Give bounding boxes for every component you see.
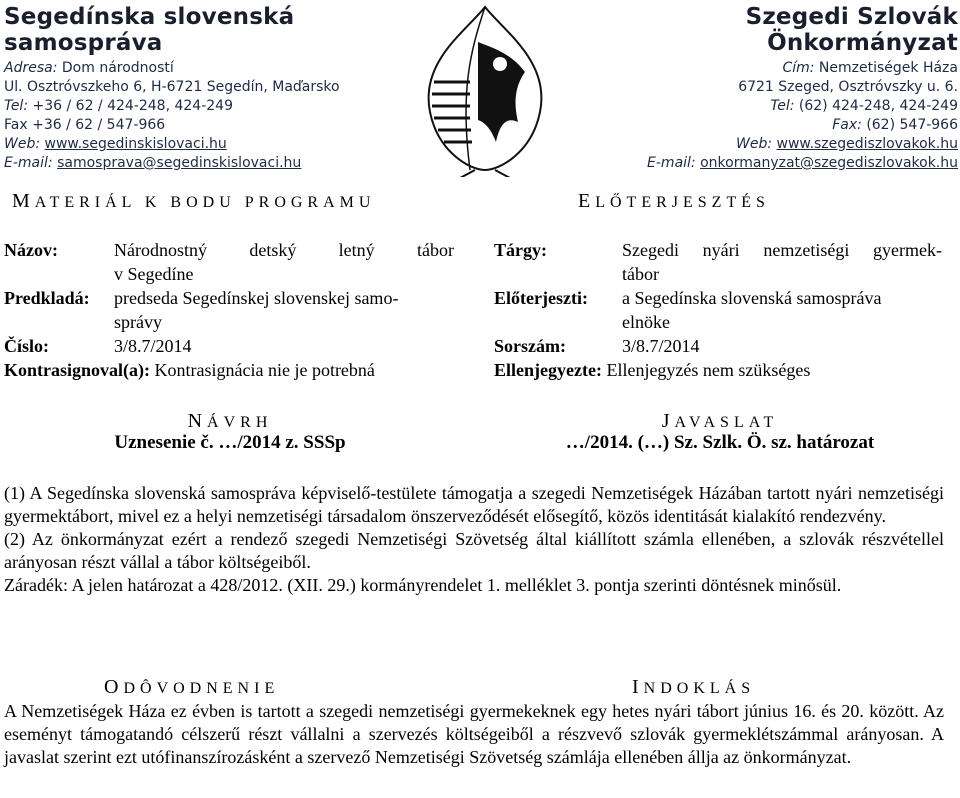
email-link-hu[interactable]: onkormanyzat@szegediszlovakok.hu xyxy=(700,155,958,171)
logo-emblem xyxy=(400,2,570,177)
subject-line1-sk: Národnostný detský letný tábor xyxy=(114,240,454,260)
submitter-line2-sk: správy xyxy=(114,312,162,332)
submitter-label-sk: Predkladá: xyxy=(4,288,90,308)
material-heading-first: M xyxy=(12,190,35,212)
web-link-hu[interactable]: www.szegediszlovakok.hu xyxy=(776,136,958,152)
linden-leaf-icon xyxy=(400,2,570,177)
paragraph-1: (1) A Segedínska slovenská samospráva képviselő-testülete támogatja a szegedi Nemzetiségek Házában tartott nyári nemzetiségi gyermektábort, mivel ez a helyi nemzetiségi társadalom önszerveződését elősegítő, közös identitását kialakító rendezvény. xyxy=(4,483,944,526)
justification-text: A Nemzetiségek Háza ez évben is tartott a szegedi nemzetiségi gyermekeknek egy hetes nyári tábort június 16. és 20. között. Az eseményt támogatandó célszerű részt vállalni a szervezés költségeiből a részvevő szlovák gyermeklétszámmal arányosan. A javaslat szerint ezt utófinanszírozásként a szervező Nemzetiségi Szövetség számlája ellenében állja az önkormányzat. xyxy=(4,701,944,767)
submitter-line1-sk: predseda Segedínskej slovenskej samo- xyxy=(114,288,399,308)
email-link[interactable]: samosprava@segedinskislovaci.hu xyxy=(57,155,302,171)
cosign-value-hu: Ellenjegyzés nem szükséges xyxy=(606,360,811,380)
indoklas-heading-rest: NDOKLÁS xyxy=(643,680,756,697)
resolution-sk: Uznesenie č. …/2014 z. SSSp xyxy=(114,432,346,453)
left-meta xyxy=(4,238,456,382)
fax-label-hu: Fax: xyxy=(832,117,862,133)
cosign-label-hu: Ellenjegyezte: xyxy=(494,360,602,380)
tel-value-hu: (62) 424-248, 424-249 xyxy=(798,98,958,114)
subject-line2-sk: v Segedíne xyxy=(114,264,194,284)
fax-line: Fax +36 / 62 / 547-966 xyxy=(4,117,166,133)
right-meta xyxy=(494,238,950,382)
submitter-label-hu: Előterjeszti: xyxy=(494,288,588,308)
header-left xyxy=(4,4,424,173)
number-label-sk: Číslo: xyxy=(4,336,49,356)
cosign-value-sk: Kontrasignácia nie je potrebná xyxy=(154,360,375,380)
number-value-sk: 3/8.7/2014 xyxy=(114,336,192,356)
odovodnenie-heading-rest: DÔVODNENIE xyxy=(123,680,280,697)
email-label-hu: E-mail: xyxy=(647,155,696,171)
eloterjesztes-heading xyxy=(578,190,770,213)
navrh-heading-rest: ÁVRH xyxy=(207,414,273,431)
javaslat-heading-rest: AVASLAT xyxy=(674,414,779,431)
fax-value-hu: (62) 547-966 xyxy=(866,117,958,133)
odovodnenie-heading xyxy=(104,676,279,699)
address-label-hu: Cím: xyxy=(782,60,815,76)
street-line-hu: 6721 Szeged, Osztróvszky u. 6. xyxy=(738,79,958,95)
subject-line1-hu: Szegedi nyári nemzetiségi gyermek- xyxy=(622,240,942,260)
address-value-hu: Nemzetiségek Háza xyxy=(818,60,958,76)
tel-value: +36 / 62 / 424-248, 424-249 xyxy=(32,98,233,114)
submitter-line2-hu: elnöke xyxy=(622,312,670,332)
eloterjesztes-heading-first: E xyxy=(578,190,596,212)
address-label: Adresa: xyxy=(4,60,58,76)
web-label-hu: Web: xyxy=(735,136,773,152)
org-title-hu: Szegedi Szlovák Önkormányzat xyxy=(745,4,958,56)
material-heading-rest: ATERIÁL K BODU PROGRAMU xyxy=(34,194,376,211)
submitter-line1-hu: a Segedínska slovenská samospráva xyxy=(622,288,882,308)
number-value-hu: 3/8.7/2014 xyxy=(622,336,700,356)
paragraph-2: (2) Az önkormányzat ezért a rendező szegedi Nemzetiségi Szövetség által kiállított számla ellenében, a szlovák részvétellel arányosan részt vállal a tábor költségeiből. xyxy=(4,529,944,572)
subject-label-sk: Názov: xyxy=(4,240,58,260)
indoklas-heading xyxy=(632,676,755,699)
address-value: Dom národností xyxy=(61,60,174,76)
eloterjesztes-heading-rest: LŐTERJESZTÉS xyxy=(595,194,770,211)
resolution-body xyxy=(4,482,944,597)
header-right xyxy=(558,4,958,173)
tel-label-hu: Tel: xyxy=(770,98,795,114)
indoklas-heading-first: I xyxy=(632,676,644,698)
resolution-hu: …/2014. (…) Sz. Szlk. Ö. sz. határozat xyxy=(565,432,875,453)
odovodnenie-heading-first: O xyxy=(104,676,124,698)
navrh-heading-first: N xyxy=(187,410,208,432)
number-label-hu: Sorszám: xyxy=(494,336,566,356)
org-title-sk: Segedínska slovenská samospráva xyxy=(4,4,295,56)
javaslat-heading xyxy=(490,410,950,433)
navrh-heading xyxy=(0,410,460,433)
subject-label-hu: Tárgy: xyxy=(494,240,547,260)
tel-label: Tel: xyxy=(4,98,29,114)
street-line: Ul. Osztróvszkeho 6, H-6721 Segedín, Maďarsko xyxy=(4,79,340,95)
cosign-label-sk: Kontrasignoval(a): xyxy=(4,360,150,380)
material-heading xyxy=(12,190,375,213)
web-link[interactable]: www.segedinskislovaci.hu xyxy=(44,136,227,152)
web-label: Web: xyxy=(4,136,41,152)
paragraph-3: Záradék: A jelen határozat a 428/2012. (XII. 29.) kormányrendelet 1. melléklet 3. pontja szerinti döntésnek minősül. xyxy=(4,575,842,595)
javaslat-heading-first: J xyxy=(661,410,675,432)
email-label: E-mail: xyxy=(4,155,53,171)
subject-line2-hu: tábor xyxy=(622,264,659,284)
